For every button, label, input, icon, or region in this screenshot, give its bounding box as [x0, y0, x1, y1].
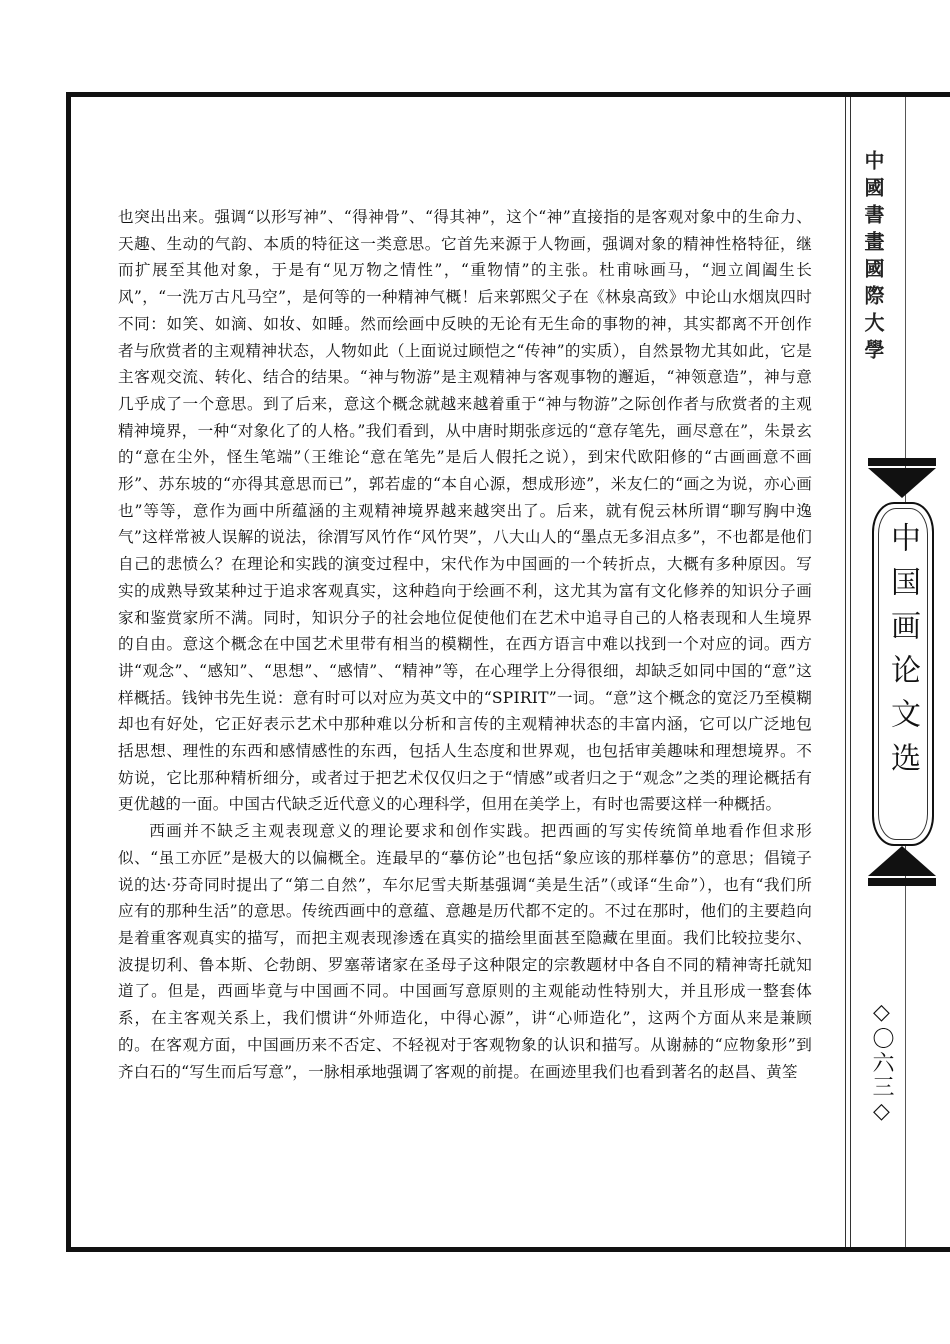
- side-column-rule: [845, 97, 846, 1247]
- university-label: 中國書畫國際大學: [861, 150, 885, 366]
- page-frame-left: [66, 92, 71, 1252]
- cartouche-bottom-ornament: [868, 846, 936, 876]
- side-column-rule: [850, 97, 851, 1247]
- cartouche-top-bar: [868, 458, 936, 466]
- body-text: [118, 204, 812, 1085]
- page-frame-top: [66, 92, 950, 97]
- cartouche-bottom-bar: [868, 878, 936, 886]
- cartouche-top-ornament: [868, 468, 936, 498]
- paragraph: 也突出出来。强调“以形写神”、“得神骨”、“得其神”，这个“神”直接指的是客观对象中的生命力、天趣、生动的气韵、本质的特征这一类意思。它首先来源于人物画，强调对象的精神性格特征，继而扩展至其他对象，于是有“见万物之情性”，“重物情”的主张。杜甫咏画马，“迥立阊阖生长风”，“一洗万古凡马空”，是何等的一种精神气概！后来郭熙父子在《林泉高致》中论山水烟岚四时不同：如笑、如滴、如妆、如睡。然而绘画中反映的无论有无生命的事物的神，其实都离不开创作者与欣赏者的主观精神状态，人物如此（上面说过顾恺之“传神”的实质），自然景物尤其如此，它是主客观交流、转化、结合的结果。“神与物游”是主观精神与客观事物的邂逅，“神领意造”，神与意几乎成了一个意思。到了后来，意这个概念就越来越着重于“神与物游”之际创作者与欣赏者的主观精神境界，一种“对象化了的人格。”我们看到，从中唐时期张彦远的“意存笔先，画尽意在”，朱景玄的“意在尘外，怪生笔端”（王维论“意在笔先”是后人假托之说），到宋代欧阳修的“古画画意不画形”、苏东坡的“亦得其意思而已”，郭若虚的“本自心源，想成形迹”，米友仁的“画之为说，亦心画也”等等，意作为画中所蕴涵的主观精神境界越来越突出了。后来，就有倪云林所谓“聊写胸中逸气”这样常被人误解的说法，徐渭写风竹作“风竹哭”，八大山人的“墨点无多泪点多”，不也都是他们自己的悲愤么？在理论和实践的演变过程中，宋代作为中国画的一个转折点，大概有多种原因。写实的成熟导致某种过于追求客观真实，这种趋向于绘画不利，这尤其为富有文化修养的知识分子画家和鉴赏家所不满。同时，知识分子的社会地位促使他们在艺术中追寻自己的人格表现和人生境界的自由。意这个概念在中国艺术里带有相当的模糊性，在西方语言中难以找到一个对应的词。西方讲“观念”、“感知”、“思想”、“感情”、“精神”等，在心理学上分得很细，却缺乏如同中国的“意”这样概括。钱钟书先生说：意有时可以对应为英文中的“SPIRIT”一词。“意”这个概念的宽泛乃至模糊却也有好处，它正好表示艺术中那种难以分析和言传的主观精神状态的丰富内涵，它可以广泛地包括思想、理性的东西和感情感性的东西，包括人生态度和世界观，也包括审美趣味和理想境界。不妨说，它比那种精析细分，或者过于把艺术仅仅归之于“情感”或者归之于“观念”之类的理论概括有更优越的一面。中国古代缺乏近代意义的心理科学，但用在美学上，有时也需要这样一种概括。: [118, 208, 812, 814]
- paragraph: 西画并不缺乏主观表现意义的理论要求和创作实践。把西画的写实传统简单地看作但求形似、“虽工亦匠”是极大的以偏概全。连最早的“摹仿论”也包括“象应该的那样摹仿”的意思；倡镜子说的达·芬奇同时提出了“第二自然”，车尔尼雪夫斯基强调“美是生活”（或译“生命”），也有“我们所应有的那种生活”的意思。传统西画中的意蕴、意趣是历代都不定的。不过在那时，他们的主要趋向是着重客观真实的描写，而把主观表现渗透在真实的描绘里面甚至隐藏在里面。我们比较拉斐尔、波提切利、鲁本斯、仑勃朗、罗塞蒂诸家在圣母子这种限定的宗教题材中各自不同的精神寄托就知道了。但是，西画毕竟与中国画不同。中国画写意原则的主观能动性特别大，并且形成一整套体系，在主客观关系上，我们惯讲“外师造化，中得心源”，讲“心师造化”，这两个方面从来是兼顾的。在客观方面，中国画历来不否定、不轻视对于客观物象的认识和描写。从谢赫的“应物象形”到齐白石的“写生而后写意”，一脉相承地强调了客观的前提。在画迹里我们也看到著名的赵昌、黄筌: [118, 822, 812, 1081]
- book-title: 中国画论文选: [885, 522, 920, 786]
- page-frame-bottom: [66, 1247, 950, 1252]
- page-number: ◇〇六三◇: [869, 1000, 894, 1126]
